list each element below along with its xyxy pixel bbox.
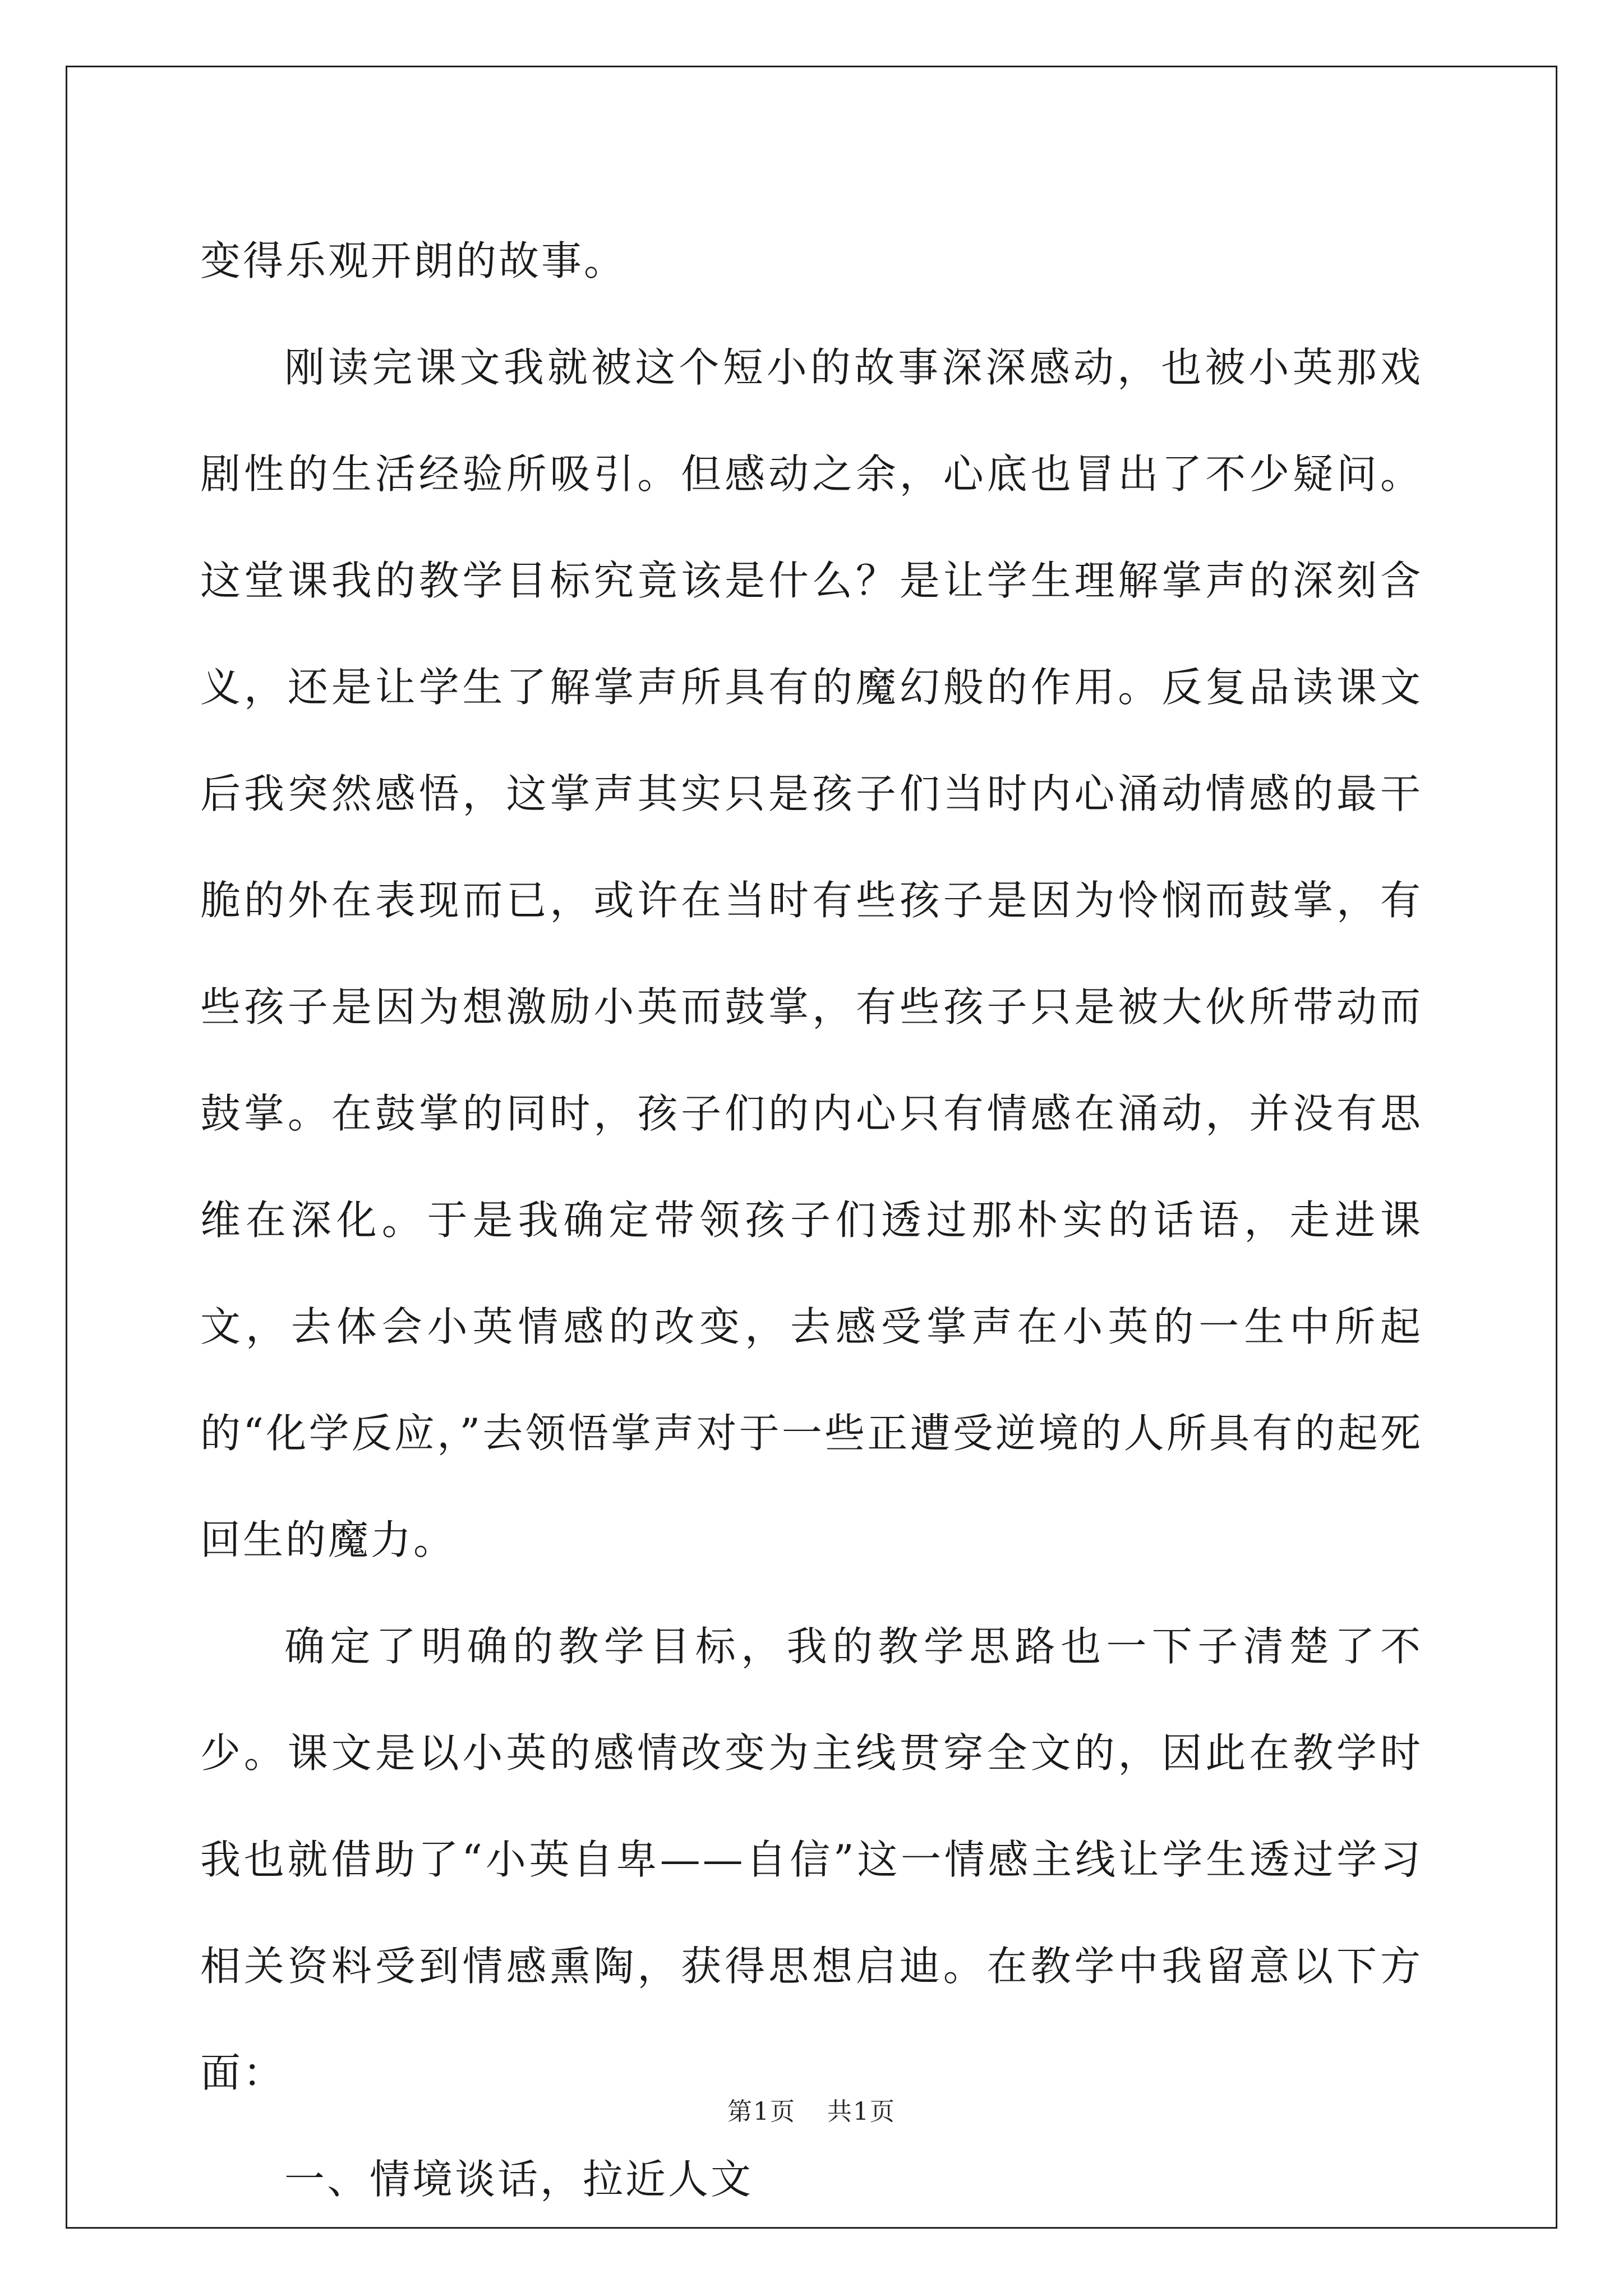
paragraph-continuation: 变得乐观开朗的故事。: [200, 237, 627, 284]
section-heading-one: 一、情境谈话，拉近人文: [284, 2156, 754, 2203]
paragraph-teaching-goal: 确定了明确的教学目标，我的教学思路也一下子清楚了不少。课文是以小英的感情改变为主线贯穿全文的，因此在教学时我也就借助了“小英自卑——自信”这一情感主线让学生透过学习相关资料受到情感熏陶，获得思想启迪。在教学中我留意以下方面：: [200, 1623, 1423, 2096]
page-number-total: 共1页: [827, 2097, 896, 2126]
paragraph-reflection: 刚读完课文我就被这个短小的故事深深感动，也被小英那戏剧性的生活经验所吸引。但感动之余，心底也冒出了不少疑问。这堂课我的教学目标究竟该是什么？是让学生理解掌声的深刻含义，还是让学生了解掌声所具有的魔幻般的作用。反复品读课文后我突然感悟，这掌声其实只是孩子们当时内心涌动情感的最干脆的外在表现而已，或许在当时有些孩子是因为怜悯而鼓掌，有些孩子是因为想激励小英而鼓掌，有些孩子只是被大伙所带动而鼓掌。在鼓掌的同时，孩子们的内心只有情感在涌动，并没有思维在深化。于是我确定带领孩子们透过那朴实的话语，走进课文，去体会小英情感的改变，去感受掌声在小英的一生中所起的“化学反应，”去领悟掌声对于一些正遭受逆境的人所具有的起死回生的魔力。: [200, 344, 1423, 1563]
page-number-current: 第1页: [727, 2097, 796, 2126]
document-body: [200, 208, 1423, 2233]
page-footer: [0, 2091, 1623, 2127]
